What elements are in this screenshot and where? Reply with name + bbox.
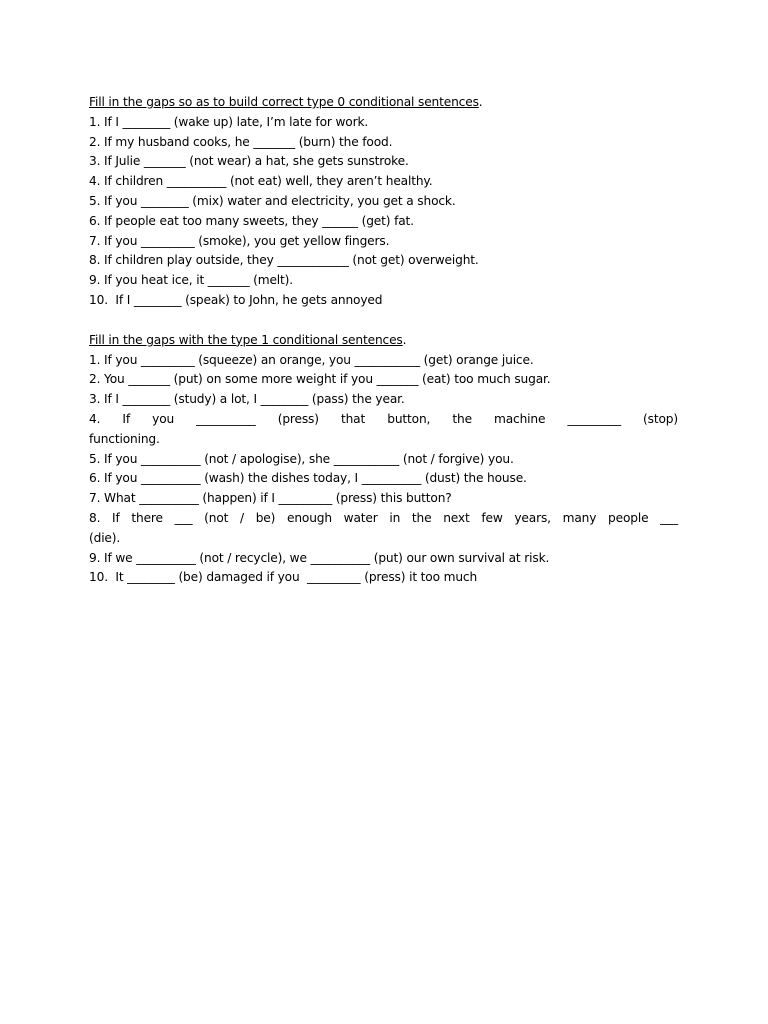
worksheet bbox=[89, 93, 678, 588]
section1-heading bbox=[89, 93, 678, 113]
section1-heading-text: Fill in the gaps so as to build correct type 0 conditional sentences bbox=[89, 95, 479, 109]
section2-item: 8. If there ___ (not / be) enough water in the next few years, many people ___ bbox=[89, 510, 678, 525]
section1-item: 5. If you ________ (mix) water and electricity, you get a shock. bbox=[89, 193, 456, 208]
section2-item: 7. What __________ (happen) if I _________ (press) this button? bbox=[89, 491, 452, 506]
section2-heading bbox=[89, 331, 678, 351]
section1-item: 9. If you heat ice, it _______ (melt). bbox=[89, 273, 293, 288]
section-spacer bbox=[89, 311, 678, 331]
section2-item: 2. You _______ (put) on some more weight if you _______ (eat) too much sugar. bbox=[89, 372, 551, 387]
section2-item: 4. If you __________ (press) that button, the machine _________ (stop) bbox=[89, 411, 678, 426]
section2-item: 3. If I ________ (study) a lot, I ________ (pass) the year. bbox=[89, 392, 405, 407]
section1-item: 3. If Julie _______ (not wear) a hat, she gets sunstroke. bbox=[89, 154, 409, 169]
section1-item: 8. If children play outside, they ____________ (not get) overweight. bbox=[89, 253, 479, 268]
section1-item: 2. If my husband cooks, he _______ (burn) the food. bbox=[89, 134, 393, 149]
section1-item: 7. If you _________ (smoke), you get yellow fingers. bbox=[89, 233, 390, 248]
section1-item: 6. If people eat too many sweets, they ______ (get) fat. bbox=[89, 213, 414, 228]
section1-heading-period: . bbox=[478, 95, 483, 109]
section2-item: 6. If you __________ (wash) the dishes today, I __________ (dust) the house. bbox=[89, 471, 527, 486]
section2-item: 1. If you _________ (squeeze) an orange, you ___________ (get) orange juice. bbox=[89, 352, 534, 367]
section2-item: 9. If we __________ (not / recycle), we __________ (put) our own survival at risk. bbox=[89, 550, 550, 565]
section1-item: 4. If children __________ (not eat) well, they aren’t healthy. bbox=[89, 174, 433, 189]
section2-item: functioning. bbox=[89, 431, 160, 446]
section2-heading-period: . bbox=[402, 332, 407, 347]
section2-item: 10. It ________ (be) damaged if you _________ (press) it too much bbox=[89, 570, 478, 585]
section2-item: (die). bbox=[89, 530, 121, 545]
section1-item: 10. If I ________ (speak) to John, he gets annoyed bbox=[89, 292, 383, 307]
section2-heading-text: Fill in the gaps with the type 1 conditional sentences bbox=[89, 332, 403, 347]
section2-item: 5. If you __________ (not / apologise), she ___________ (not / forgive) you. bbox=[89, 451, 514, 466]
section1-item: 1. If I ________ (wake up) late, I’m late for work. bbox=[89, 114, 369, 129]
